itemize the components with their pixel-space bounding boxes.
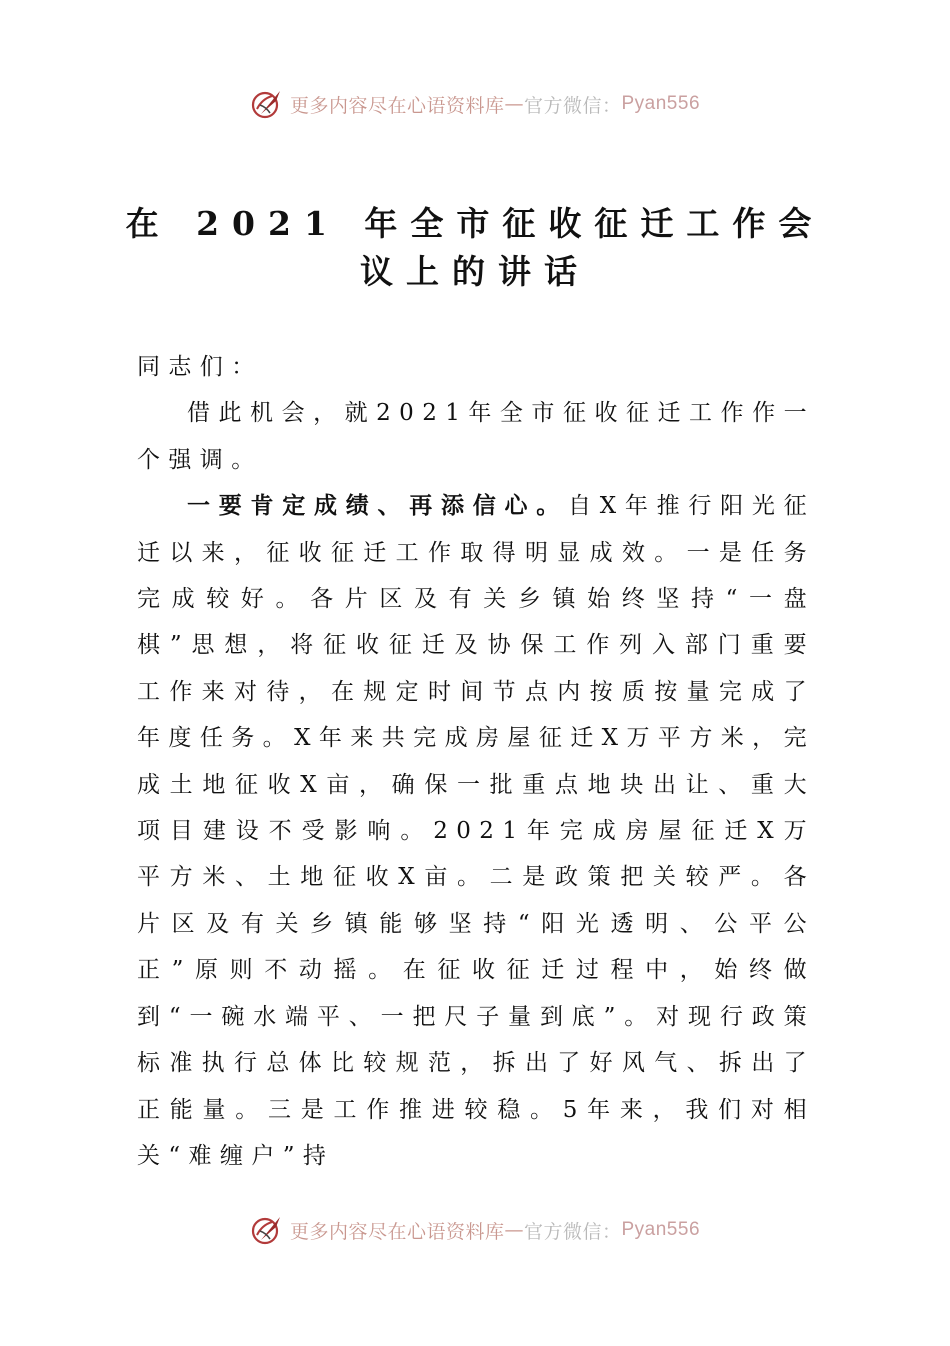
banner-sub-text: 官方微信： — [523, 1220, 622, 1243]
section-1-paragraph — [137, 483, 815, 1174]
greeting: 同志们： — [137, 354, 263, 380]
banner-separator: — — [504, 1219, 524, 1241]
document-body — [137, 344, 815, 1174]
section-1-text: 自X年推行阳光征迁以来，征收征迁工作取得明显成效。一是任务完成较好。各片区及有关乡镇始终坚持“一盘棋”思想，将征收征迁及协保工作列入部门重要工作来对待，在规定时间节点内按质按量完成了年度任务。X年来共完成房屋征迁X万平方米，完成土地征收X亩，确保一批重点地块出让、重大项目建设不受影响。2021年完成房屋征迁X万平方米、土地征收X亩。二是政策把关较严。各片区及有关乡镇能够坚持“阳光透明、公平公正”原则不动摇。在征收征迁过程中，始终做到“一碗水端平、一把尺子量到底”。对现行政策标准执行总体比较规范，拆出了好风气、拆出了正能量。三是工作推进较稳。5年来，我们对相关“难缠户”持 — [137, 493, 815, 1169]
quill-logo-icon — [250, 87, 284, 121]
title-line-2: 议上的讲话 — [360, 252, 590, 291]
intro-paragraph: 借此机会，就2021年全市征收征迁工作作一个强调。 — [137, 400, 815, 473]
title-line-1: 在 2021 年全市征收征迁工作会 — [125, 204, 825, 243]
document-title — [120, 200, 830, 296]
section-1-heading: 一要肯定成绩、再添信心。 — [187, 493, 568, 520]
banner-separator: — — [504, 93, 524, 115]
footer-watermark-banner — [0, 1210, 950, 1250]
banner-main-text: 更多内容尽在心语资料库 — [289, 94, 505, 117]
banner-wechat-id: Pyan556 — [621, 1219, 701, 1240]
quill-logo-icon — [250, 1213, 284, 1247]
banner-main-text: 更多内容尽在心语资料库 — [289, 1220, 505, 1243]
banner-sub-text: 官方微信： — [523, 94, 622, 117]
banner-wechat-id: Pyan556 — [621, 93, 701, 114]
header-watermark-banner — [0, 84, 950, 124]
